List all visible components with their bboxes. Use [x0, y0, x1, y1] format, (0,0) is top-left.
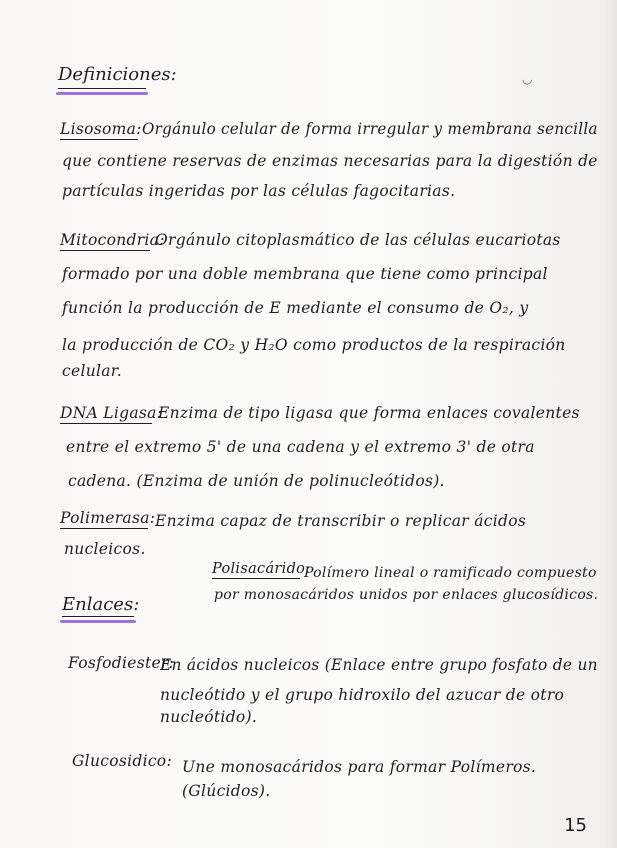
mitocondria-line-2: formado por una doble membrana que tiene como principal [62, 265, 548, 283]
heading-enlaces-highlight [60, 620, 136, 623]
term-glucosidico: Glucosidico: [72, 752, 172, 770]
heading-definiciones: Definiciones: [58, 64, 177, 85]
term-polimerasa: Polimerasa: [60, 509, 156, 527]
heading-enlaces-underline [62, 616, 134, 617]
polimerasa-line-1: Enzima capaz de transcribir o replicar ácidos [155, 512, 527, 530]
term-lisosoma: Lisosoma: [60, 120, 142, 138]
dna-ligasa-line-2: entre el extremo 5' de una cadena y el extremo 3' de otra [66, 438, 535, 456]
term-dna-ligasa-underline [60, 423, 152, 424]
page-edge-shadow [603, 0, 617, 848]
polimerasa-line-2: nucleicos. [64, 540, 146, 558]
page-number: 15 [564, 815, 587, 836]
heading-enlaces: Enlaces: [62, 594, 140, 615]
stray-mark: ◡ [522, 72, 533, 86]
term-mitocondria: Mitocondria: [60, 231, 165, 249]
term-polisacarido: Polisacárido: [212, 561, 311, 577]
term-polisacarido-underline [212, 578, 300, 579]
lisosoma-line-1: Orgánulo celular de forma irregular y membrana sencilla [142, 120, 598, 138]
fosfodiester-line-3: nucleótido). [160, 708, 258, 726]
fosfodiester-line-2: nucleótido y el grupo hidroxilo del azucar de otro [160, 686, 565, 704]
mitocondria-line-5: celular. [62, 362, 123, 380]
polisacarido-line-1: Polímero lineal o ramificado compuesto [304, 565, 597, 581]
term-polimerasa-underline [60, 528, 148, 529]
term-lisosoma-underline [60, 139, 138, 140]
mitocondria-line-1: Orgánulo citoplasmático de las células eucariotas [155, 231, 561, 249]
term-mitocondria-underline [60, 250, 150, 251]
glucosidico-line-1: Une monosacáridos para formar Polímeros. [182, 758, 537, 776]
polisacarido-line-2: por monosacáridos unidos por enlaces glucosídicos. [214, 587, 599, 603]
fosfodiester-line-1: En ácidos nucleicos (Enlace entre grupo fosfato de un [160, 656, 598, 674]
heading-definiciones-highlight [56, 92, 148, 95]
heading-definiciones-underline [58, 88, 146, 89]
mitocondria-line-4: la producción de CO₂ y H₂O como productos de la respiración [62, 336, 566, 354]
term-dna-ligasa: DNA Ligasa: [60, 404, 163, 422]
glucosidico-line-2: (Glúcidos). [182, 782, 271, 800]
lisosoma-line-3: partículas ingeridas por las células fagocitarias. [62, 182, 456, 200]
term-fosfodiester: Fosfodiester: [68, 654, 175, 672]
mitocondria-line-3: función la producción de E mediante el consumo de O₂, y [62, 299, 529, 317]
dna-ligasa-line-3: cadena. (Enzima de unión de polinucleótidos). [68, 472, 445, 490]
lisosoma-line-2: que contiene reservas de enzimas necesarias para la digestión de [62, 152, 598, 170]
dna-ligasa-line-1: Enzima de tipo ligasa que forma enlaces covalentes [158, 404, 580, 422]
